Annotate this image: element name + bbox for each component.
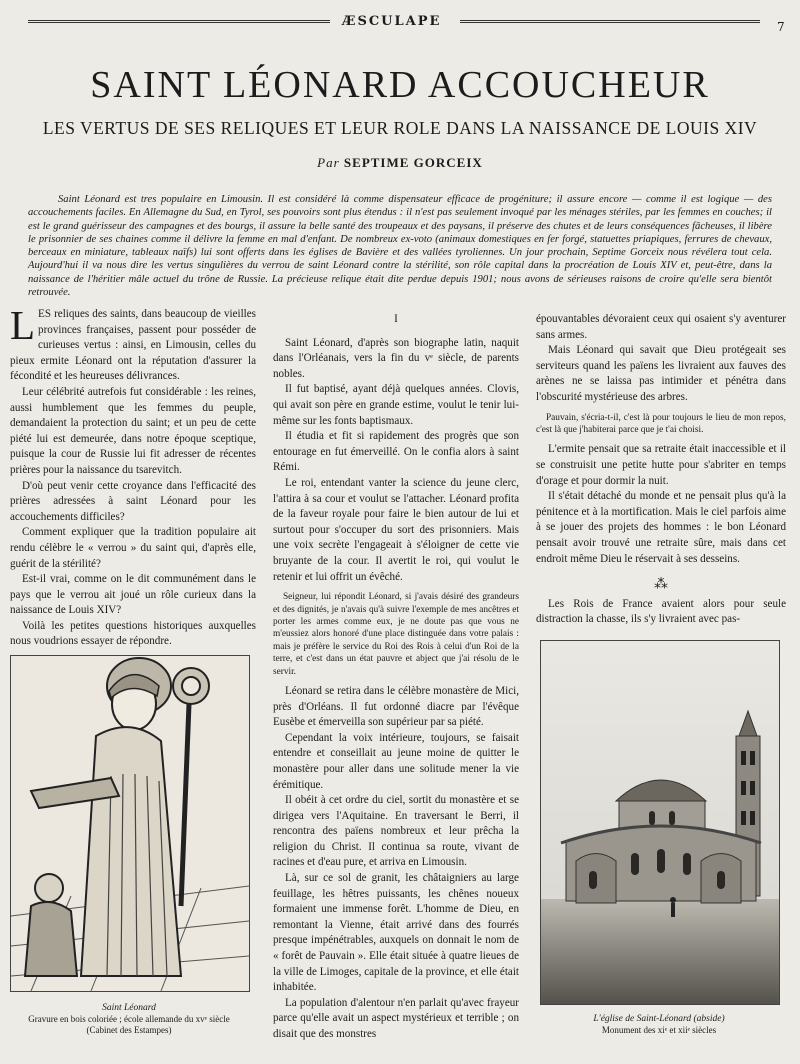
woodcut-illustration — [11, 656, 249, 991]
left-figure-caption — [10, 1003, 248, 1036]
col2-paragraph: Cependant la voix intérieure, toujours, se faisait entendre et conseillait au jeune moine de quitter le monastère pour aller dans une solitude mener la vie érémitique. — [273, 731, 519, 791]
col3-quote: Pauvain, s'écria-t-il, c'est là pour toujours le lieu de mon repos, c'est là que j'habiterai parce que je t'ai choisi. — [536, 412, 786, 435]
col3-paragraph: Mais Léonard qui savait que Dieu protégeait ses serviteurs quand les païens les livraient aux fauves des arènes ne se laissa pas intimider et pénétra dans l'obscurité mystérieuse des arbres. — [536, 344, 786, 403]
left-caption-title: Saint Léonard — [102, 1003, 156, 1013]
column-1 — [10, 302, 256, 650]
col2-paragraph: Léonard se retira dans le célèbre monastère de Mici, près d'Orléans. Il fut ordonné diacre par l'évêque Eusèbe et émerveilla son supérieur par sa piété. — [273, 684, 519, 729]
left-caption-line: Gravure en bois coloriée ; école allemande du xvᵉ siècle — [28, 1014, 230, 1024]
byline-prefix: Par — [317, 155, 340, 170]
section-separator: ⁂ — [654, 577, 668, 593]
intro-paragraph: Saint Léonard est tres populaire en Limousin. Il est considéré là comme dispensateur efficace de progéniture; il assure encore — comme il est logique — des accouchements faciles. En Allemagne du Sud, en Tyrol, ses pouvoirs sont plus étendus : il n'est pas seulement invoqué par les ménages stériles, par les femmes en couches; il est le grand guérisseur des campagnes et des bourgs, il assure la belle santé des troupeaux et des paysans, il préserve des chutes et de leurs conséquences fâcheuses, il libère le prisonnier de ses chaines comme il délivre la femme en mal d'enfant. De nombreux ex-voto (animaux domestiques en fer forgé, statuettes priapiques, ferrures de chevaux, berceaux en miniature, tableaux naïfs) lui sont offerts dans les églises de Bavière et des vallées tyroliennes. Un jour prochain, Septime Gorceix nous révélera tout cela. Aujourd'hui il va nous dire les vertus singulières du verrou de saint Léonard contre la stérilité, son rôle capital dans la procréation de Louis XIV et, peut-être, dans la naissance de l'héritier mâle actuel du trône de Russie. La précieuse relique était dite perdue depuis 1901; nous avons de sérieuses raisons de croire qu'elle sera bientôt retrouvée. — [28, 194, 772, 299]
running-title: ÆSCULAPE — [342, 14, 442, 29]
col2-paragraph: Il fut baptisé, ayant déjà quelques années. Clovis, qui avait son père en grande estime, voulut le tenir lui-même sur les fonts baptismaux. — [273, 383, 519, 427]
church-photograph — [540, 640, 780, 1005]
saint-leonard-woodcut — [10, 655, 250, 992]
left-caption-line: (Cabinet des Estampes) — [86, 1025, 172, 1035]
col3-paragraph: Il s'était détaché du monde et ne pensait plus qu'à la pénitence et à la mortification. Mais le ciel parfois aime à se jouer des projets des hommes : le bon Léonard pensait avoir trouvé une retraite sûre, mais dans cet endroit même Dieu le réservait à ses desseins. — [536, 490, 786, 565]
church-illustration — [541, 641, 779, 1004]
col2-quote: Seigneur, lui répondit Léonard, si j'avais désiré des grandeurs et des dignités, je n'avais qu'à suivre l'exemple de mes ancêtres et porter les armes comme eux, je ne doute pas que vous ne m'eussiez alors honoré d'une place distinguée dans votre palais : mais je préfère le service du Roi des Rois à celui d'un Roi de la terre, et c'est dans un état pauvre et abject que j'ai résolu de le servir. — [273, 592, 519, 677]
column-2 — [273, 312, 519, 1043]
byline — [0, 155, 800, 171]
col1-paragraph: Comment expliquer que la tradition populaire ait rendu célèbre le « verrou » du saint qui, d'après elle, guérit de la stérilité? — [10, 526, 256, 570]
header-rule-left — [28, 20, 330, 23]
author-name: SEPTIME GORCEIX — [343, 155, 483, 170]
col1-paragraph: LES reliques des saints, dans beaucoup de vieilles provinces françaises, passent pour posséder de curieuses vertus : ainsi, en Limousin, celles du pieux ermite Léonard ont la réputation d'assurer la fécondité et les heureuses délivrances. — [10, 302, 256, 383]
col2-paragraph: La population d'alentour n'en parlait qu'avec frayeur parce qu'elle avait un aspect mystérieux et terrible ; on disait que des monstres — [273, 996, 519, 1040]
col2-paragraph: Il obéit à cet ordre du ciel, sortit du monastère et se dirigea vers l'Aquitaine. En traversant le Berri, il rencontra des païens nombreux et leur prêcha la religion du Christ. Il continua sa route, vivant de racines et d'eau pure, et arriva en Limousin. — [273, 794, 519, 869]
col2-paragraph: Il étudia et fit si rapidement des progrès que son entourage en fut émerveillé. On le confia alors à saint Rémi. — [273, 430, 519, 474]
article-title: SAINT LÉONARD ACCOUCHEUR — [90, 64, 710, 106]
article-subtitle: LES VERTUS DE SES RELIQUES ET LEUR ROLE DANS LA NAISSANCE DE LOUIS XIV — [42, 118, 758, 138]
right-caption-line: Monument des xiᵉ et xiiᵉ siècles — [601, 1025, 717, 1035]
col3-paragraph: épouvantables dévoraient ceux qui osaient s'y aventurer sans armes. — [536, 313, 786, 341]
header-rule-right — [460, 20, 760, 23]
right-figure-caption — [540, 1014, 778, 1036]
page-number: 7 — [777, 20, 785, 34]
col1-paragraph: Voilà les petites questions historiques auxquelles nous voudrions essayer de répondre. — [10, 619, 256, 648]
column-3 — [536, 312, 786, 628]
col2-paragraph: Là, sur ce sol de granit, les châtaigniers au large feuillage, les hêtres puissants, les chênes noueux formaient une immense forêt. L'homme de Dieu, en remontant la Vienne, était arrivé dans des fourrés presque impénétrables, auxquels on donnait le nom de « forêt de Pauvain ». Elle était située à quatre lieues de la ville de Limoges, capitale de la province, et elle était inhabitée. — [273, 872, 519, 994]
drop-cap: L — [10, 302, 36, 348]
col3-paragraph: L'ermite pensait que sa retraite était inaccessible et il se construisit une petite hutte pour s'abriter en temps d'orage et pour dormir la nuit. — [536, 443, 786, 487]
section-number: I — [394, 313, 398, 325]
col2-paragraph: Saint Léonard, d'après son biographe latin, naquit dans l'Orléanais, vers la fin du vᵉ siècle, de parents nobles. — [273, 336, 519, 380]
col2-paragraph: Le roi, entendant vanter la science du jeune clerc, l'attira à sa cour et voulut se l'attacher. Léonard profita de la faveur royale pour faire le bien autour de lui et surtout pour s'occuper du sort des prisonniers. Mais une voix secrète l'engageait à s'éloigner de cette vie bruyante de la cour. Il avertit le roi, qui voulut le retenir et lui offrit un évêché. — [273, 476, 519, 583]
col1-paragraph: D'où peut venir cette croyance dans l'efficacité des prières adressées à saint Léonard pour les accouchements difficiles? — [10, 479, 256, 523]
right-caption-title: L'église de Saint-Léonard (abside) — [593, 1014, 725, 1024]
col1-paragraph: Leur célébrité autrefois fut considérable : les reines, aussi humblement que les femmes du peuple, demandaient la protection du saint; et un peu de cette piété lui est demeurée, dans notre époque sceptique, puisque la cour de Russie lui fit adresser de récentes prières pour la naissance du tsarevitch. — [10, 385, 256, 476]
col3-paragraph: Les Rois de France avaient alors pour seule distraction la chasse, ils s'y livraient avec pas- — [536, 597, 786, 626]
col1-paragraph: Est-il vrai, comme on le dit communément dans le pays que le verrou ait joué un rôle curieux dans la naissance de Louis XIV? — [10, 573, 256, 617]
